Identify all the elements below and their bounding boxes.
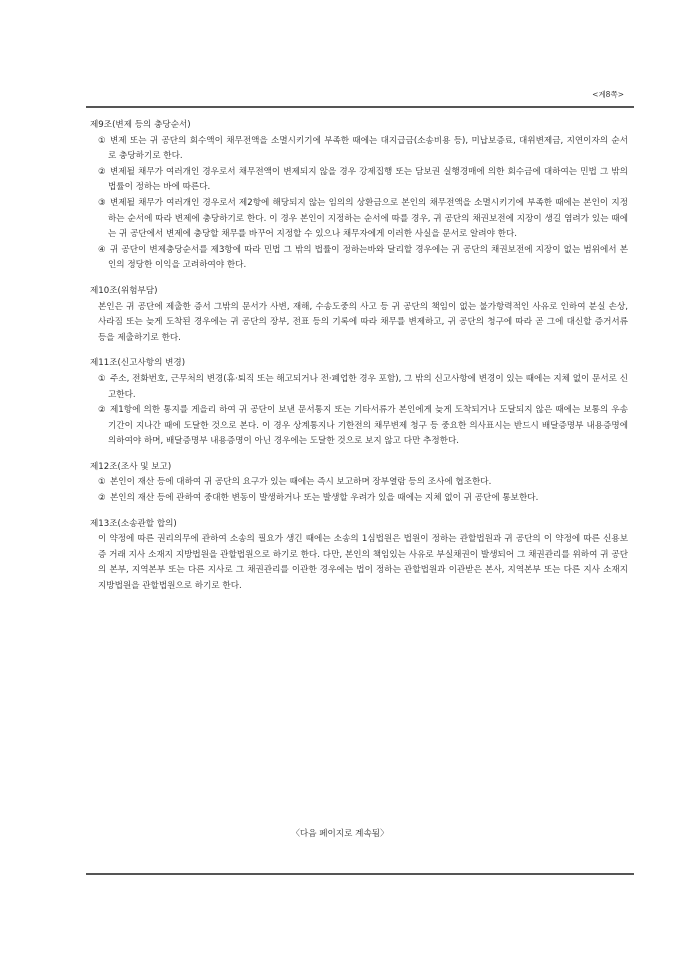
top-divider: [86, 106, 634, 108]
article-title: 제12조(조사 및 보고): [90, 461, 172, 472]
clause: ① 본인이 재산 등에 대하여 귀 공단의 요구가 있는 때에는 즉시 보고하며 장부열람 등의 조사에 협조한다.: [98, 477, 492, 488]
article-9: [90, 118, 628, 274]
article-title: 제10조(위험부담): [90, 285, 158, 296]
clause: ④ 귀 공단이 변제충당순서를 제3항에 따라 민법 그 밖의 법률이 정하는바와 달리할 경우에는 귀 공단의 채권보전에 지장이 없는 범위에서 본인의 정당한 이익을 고려하여야 한다.: [98, 244, 628, 271]
continued-notice: 〈다음 페이지로 계속됨〉: [291, 829, 389, 839]
article-title: 제11조(신고사항의 변경): [90, 358, 186, 369]
clause: ① 변제 또는 귀 공단의 회수액이 채무전액을 소멸시키기에 부족한 때에는 대지급금(소송비용 등), 미납보증료, 대위변제금, 지연이자의 순서로 충당하기로 한다.: [98, 135, 628, 162]
clause: ① 주소, 전화번호, 근무처의 변경(휴·퇴직 또는 해고되거나 전·폐업한 경우 포함), 그 밖의 신고사항에 변경이 있는 때에는 지체 없이 문서로 신고한다.: [98, 373, 628, 400]
article-10: [90, 284, 628, 346]
article-title: 제9조(변제 등의 충당순서): [90, 120, 191, 130]
article-paragraph: 이 약정에 따른 권리의무에 관하여 소송의 필요가 생긴 때에는 소송의 1심법원은 법원이 정하는 관할법원과 귀 공단의 이 약정에 따른 신용보증 거래 지사 소재지 지방법원을 관할법원으로 하기로 한다. 다만, 본인의 책임있는 사유로 부실채권이 발생되어 그 채권관리를 위하여 귀 공단의 본부, 지역본부 또는 다른 지사로 그 채권관리를 이관한 경우에는 법이 정하는 관할법원과 이관받은 본사, 지역본부 또는 다른 지사 소재지 지방법원을 관할법원으로 하기로 한다.: [98, 534, 628, 592]
article-13: [90, 517, 628, 595]
article-title: 제13조(소송관할 합의): [90, 518, 177, 529]
article-11: [90, 356, 628, 450]
article-paragraph: 본인은 귀 공단에 제출한 증서 그밖의 문서가 사변, 재해, 수송도중의 사고 등 귀 공단의 책임이 없는 불가항력적인 사유로 인하여 분실 손상, 사라짐 또는 늦게 도착된 경우에는 귀 공단의 장부, 전표 등의 기록에 따라 채무를 변제하고, 귀 공단의 청구에 따라 곧 그에 대신할 증거서류 등을 제출하기로 한다.: [98, 301, 628, 343]
document-body: [90, 118, 628, 605]
clause: ② 본인의 재산 등에 관하여 중대한 변동이 발생하거나 또는 발생할 우려가 있을 때에는 지체 없이 귀 공단에 통보한다.: [98, 493, 539, 504]
page-number-label: <계8쪽>: [592, 90, 624, 99]
clause: ② 변제될 채무가 여러개인 경우로서 채무전액이 변제되지 않을 경우 강제집행 또는 담보권 실행경매에 의한 회수금에 대하여는 민법 그 밖의 법률이 정하는 바에 따른다.: [98, 166, 628, 193]
article-12: [90, 460, 628, 507]
clause: ② 제1항에 의한 통지를 게을리 하여 귀 공단이 보낸 문서통지 또는 기타서류가 본인에게 늦게 도착되거나 도달되지 않은 때에는 보통의 우송기간이 지나간 때에 도달한 것으로 본다. 이 경우 상계통지나 기한전의 채무변제 청구 등 중요한 의사표시는 반드시 배달증명부 내용증명에 의하여야 하며, 배달증명부 내용증명이 아닌 경우에는 도달한 것으로 보지 않고 다만 추정한다.: [98, 405, 628, 447]
clause: ③ 변제될 채무가 여러개인 경우로서 제2항에 해당되지 않는 임의의 상환금으로 본인의 채무전액을 소멸시키기에 부족한 때에는 본인이 지정하는 순서에 따라 변제에 충당하기로 한다. 이 경우 본인이 지정하는 순서에 따를 경우, 귀 공단의 채권보전에 지장이 생길 염려가 있는 때에는 귀 공단에서 변제에 충당할 채무를 바꾸어 지정할 수 있으나 채무자에게 이러한 사실을 문서로 알려야 한다.: [98, 197, 628, 240]
bottom-divider: [86, 873, 634, 875]
